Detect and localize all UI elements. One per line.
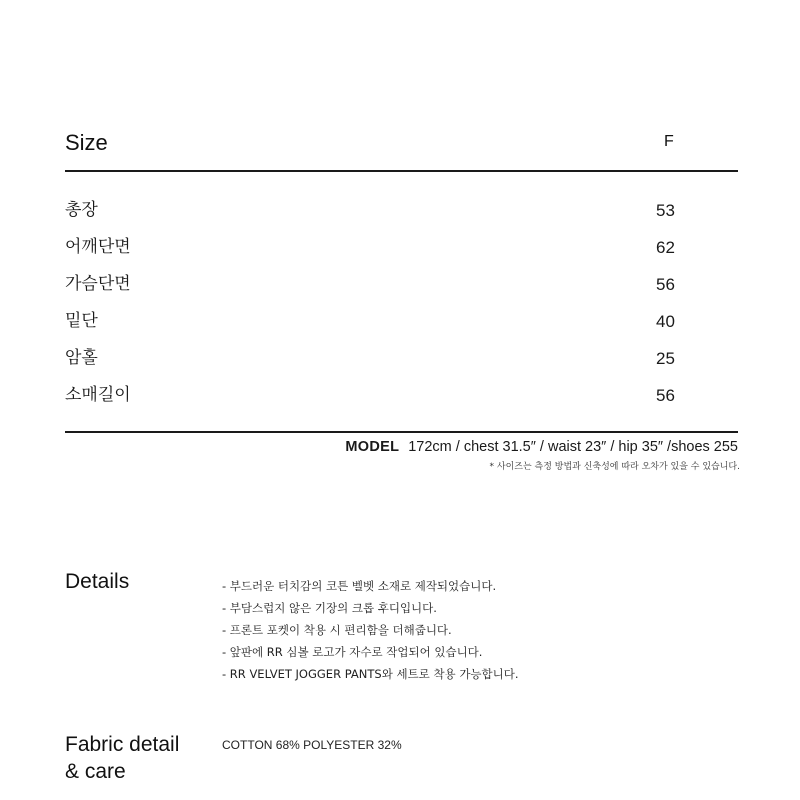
size-table-header [65, 126, 738, 170]
size-row-value: 25 [656, 349, 675, 368]
model-info [345, 437, 738, 457]
details-item: - 부드러운 터치감의 코튼 벨벳 소재로 제작되었습니다. [222, 579, 497, 593]
size-row-value: 56 [656, 386, 675, 405]
size-row [65, 229, 738, 266]
size-row-label: 소매길이 [65, 385, 131, 405]
size-row-label: 총장 [65, 200, 98, 220]
fabric-title-line: & care [65, 760, 126, 783]
size-row-label: 가슴단면 [65, 274, 131, 294]
size-row-value: 53 [656, 201, 675, 220]
footer-divider [65, 431, 738, 433]
size-row [65, 192, 738, 229]
size-row-label: 어깨단면 [65, 237, 131, 257]
size-row-value: 56 [656, 275, 675, 294]
size-row-label: 암홀 [65, 348, 98, 368]
size-table-title: Size [65, 130, 108, 155]
details-item: - 프론트 포켓이 착용 시 편리함을 더해줍니다. [222, 623, 452, 637]
model-measurements: 172cm / chest 31.5″ / waist 23″ / hip 35″ /shoes 255 [408, 439, 738, 455]
fabric-title-line: Fabric detail [65, 733, 180, 756]
size-row-label: 밑단 [65, 311, 98, 331]
size-row [65, 340, 738, 377]
fabric-title [65, 731, 205, 785]
model-label: MODEL [345, 439, 400, 455]
details-item: - 앞판에 RR 심볼 로고가 자수로 작업되어 있습니다. [222, 645, 483, 659]
fabric-composition: COTTON 68% POLYESTER 32% [222, 738, 402, 752]
details-item: - RR VELVET JOGGER PANTS와 세트로 착용 가능합니다. [222, 667, 519, 681]
size-row [65, 377, 738, 414]
size-column-header: F [664, 133, 674, 150]
size-rows [65, 172, 738, 431]
size-row-value: 40 [656, 312, 675, 331]
size-row [65, 303, 738, 340]
size-row [65, 266, 738, 303]
size-note: * 사이즈는 측정 방법과 신축성에 따라 오차가 있을 수 있습니다. [489, 462, 740, 472]
size-row-value: 62 [656, 238, 675, 257]
details-item: - 부담스럽지 않은 기장의 크롭 후디입니다. [222, 601, 437, 615]
size-table [65, 126, 738, 433]
details-list [222, 575, 519, 685]
details-title: Details [65, 570, 130, 593]
